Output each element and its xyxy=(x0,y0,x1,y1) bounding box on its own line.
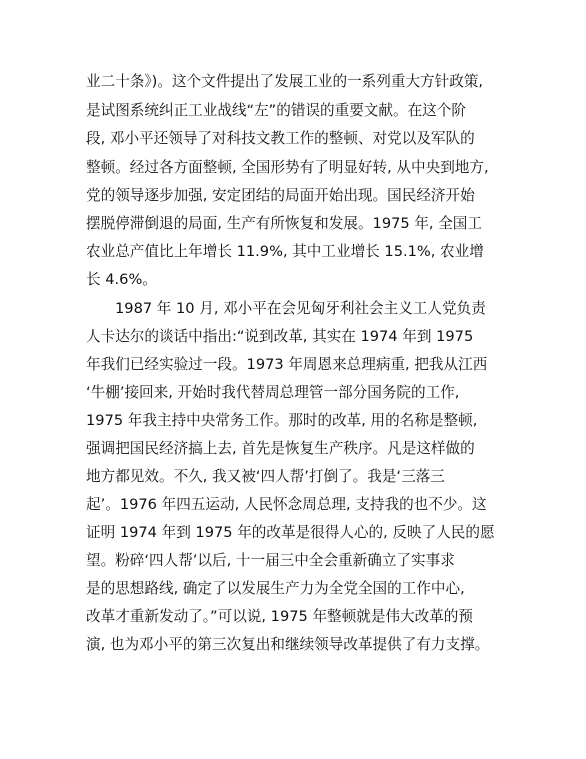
paragraph-2-line-9: 证明 1974 年到 1975 年的改革是很得人心的, 反映了人民的愿 xyxy=(86,524,495,541)
paragraph-2-line-6: 强调把国民经济搞上去, 首先是恢复生产秩序。凡是这样做的 xyxy=(86,440,475,457)
paragraph-1-line-8: 长 4.6%。 xyxy=(86,271,157,288)
paragraph-2-line-12: 改革才重新发动了。”可以说, 1975 年整顿就是伟大改革的预 xyxy=(86,608,473,625)
paragraph-1-line-1: 业二十条》)。这个文件提出了发展工业的一系列重大方针政策, xyxy=(86,73,484,90)
paragraph-1-line-7: 农业总产值比上年增长 11.9%, 其中工业增长 15.1%, 农业增 xyxy=(86,243,484,260)
paragraph-1-line-5: 党的领导逐步加强, 安定团结的局面开始出现。国民经济开始 xyxy=(86,187,475,204)
paragraph-2-line-2: 人卡达尔的谈话中指出:“说到改革, 其实在 1974 年到 1975 xyxy=(86,328,474,345)
paragraph-2-line-3: 年我们已经实验过一段。1973 年周恩来总理病重, 把我从江西 xyxy=(86,356,488,373)
paragraph-2-line-13: 演, 也为邓小平的第三次复出和继续领导改革提供了有力支撑。 xyxy=(86,636,490,653)
paragraph-2-line-11: 是的思想路线, 确定了以发展生产力为全党全国的工作中心, xyxy=(86,580,465,597)
paragraph-1-line-4: 整顿。经过各方面整顿, 全国形势有了明显好转, 从中央到地方, xyxy=(86,159,489,176)
paragraph-1-line-6: 摆脱停滞倒退的局面, 生产有所恢复和发展。1975 年, 全国工 xyxy=(86,215,482,232)
paragraph-2-line-7: 地方都见效。不久, 我又被‘四人帮’打倒了。我是‘三落三 xyxy=(86,468,445,485)
paragraph-1-line-3: 段, 邓小平还领导了对科技文教工作的整顿、对党以及军队的 xyxy=(86,130,475,147)
paragraph-2-line-5: 1975 年我主持中央常务工作。那时的改革, 用的名称是整顿, xyxy=(86,412,478,429)
paragraph-2-line-4: ‘牛棚’接回来, 开始时我代替周总理管一部分国务院的工作, xyxy=(86,384,460,401)
paragraph-2-line-10: 望。粉碎‘四人帮’以后, 十一届三中全会重新确立了实事求 xyxy=(86,552,455,569)
paragraph-2-line-8: 起’。1976 年四五运动, 人民怀念周总理, 支持我的也不少。这 xyxy=(86,496,487,513)
paragraph-2-line-1: 1987 年 10 月, 邓小平在会见匈牙利社会主义工人党负责 xyxy=(115,300,486,317)
paragraph-1-line-2: 是试图系统纠正工业战线“左”的错误的重要文献。在这个阶 xyxy=(86,102,466,119)
